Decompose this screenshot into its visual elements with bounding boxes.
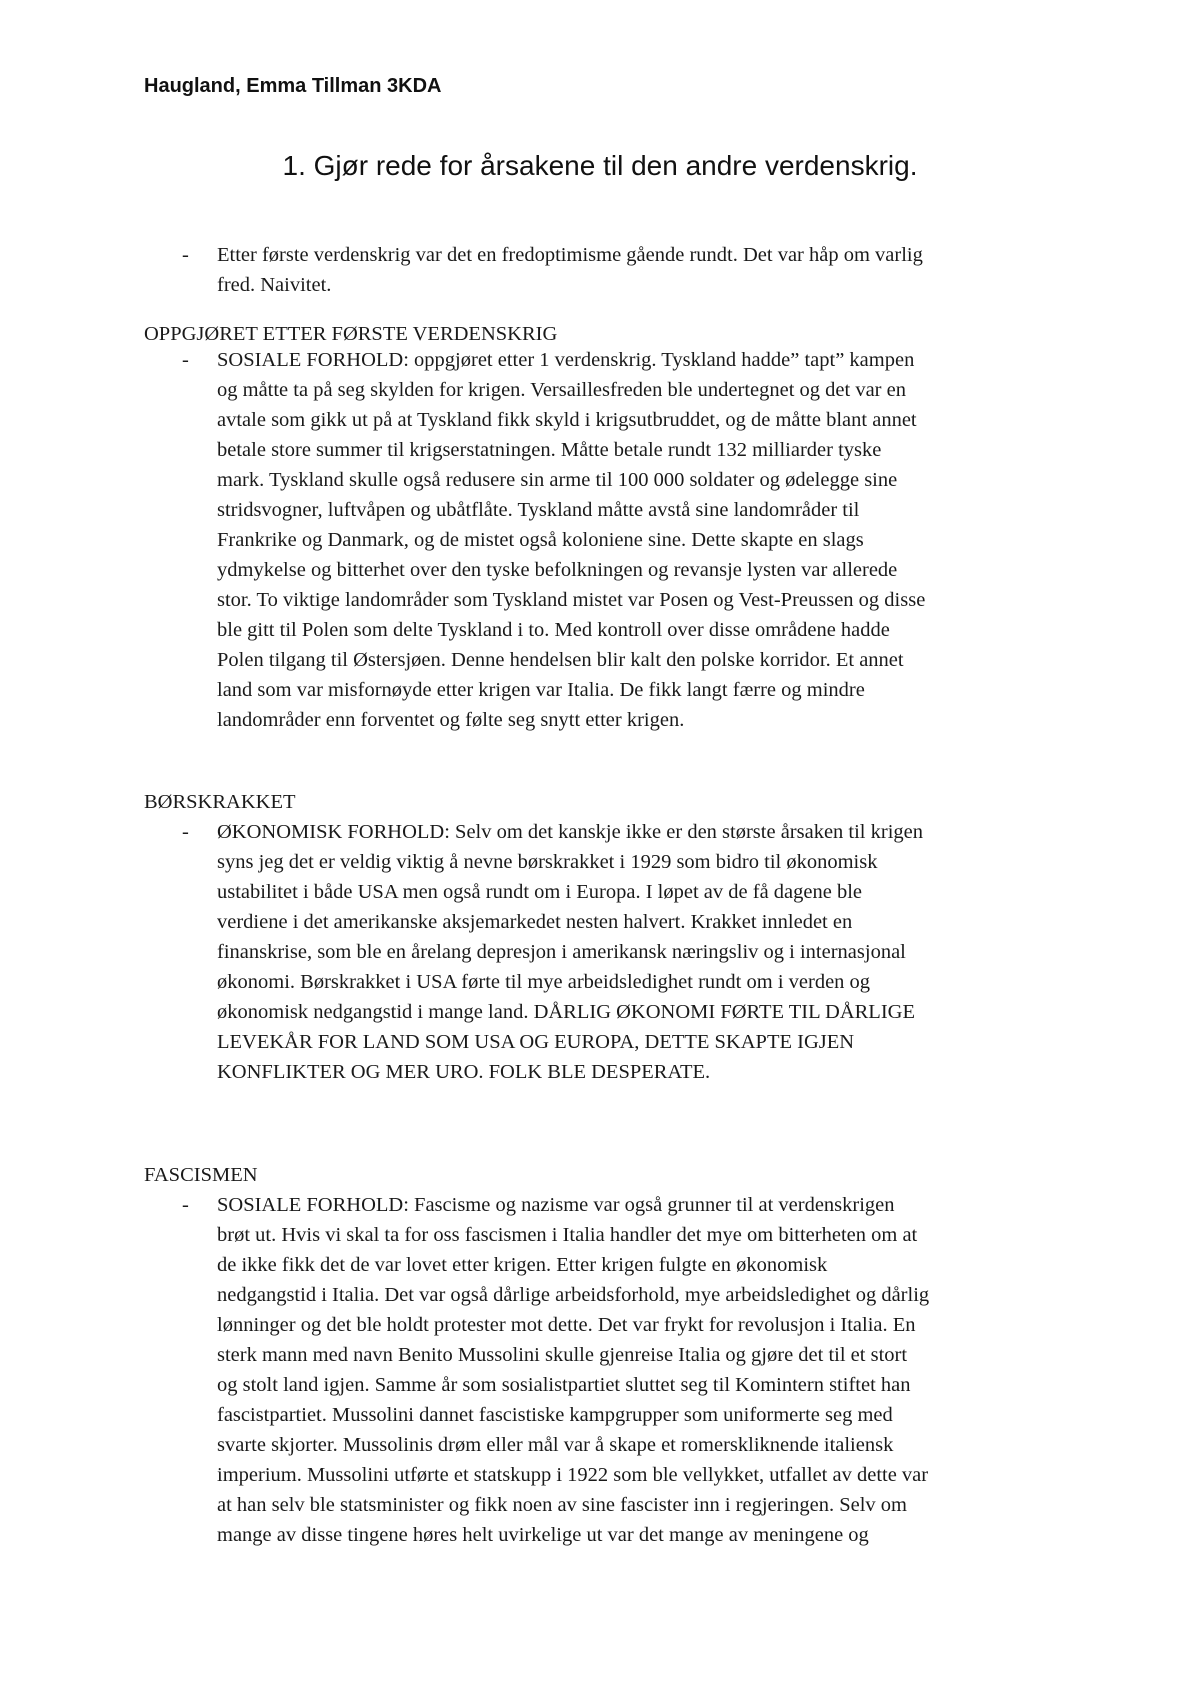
section-text-borskrakket: ØKONOMISK FORHOLD: Selv om det kanskje ikke er den største årsaken til krigen syns jeg det er veldig viktig å nevne børskrakket i 1929 som bidro til økonomisk ustabilitet i både USA men også rundt om i Europa. I løpet av de få dagene ble verdiene i det amerikanske aksjemarkedet nesten halvert. Krakket innledet en finanskrise, som ble en årelang depresjon i amerikansk næringsliv og i internasjonal økonomi. Børskrakket i USA førte til mye arbeidsledighet rundt om i verden og økonomisk nedgangstid i mange land. DÅRLIG ØKONOMI FØRTE TIL DÅRLIGE LEVEKÅR FOR LAND SOM USA OG EUROPA, DETTE SKAPTE IGJEN KONFLIKTER OG MER URO. FOLK BLE DESPERATE. — [217, 821, 923, 1083]
section-text-oppgjoret: SOSIALE FORHOLD: oppgjøret etter 1 verdenskrig. Tyskland hadde” tapt” kampen og måtte ta på seg skylden for krigen. Versaillesfreden ble undertegnet og det var en avtale som gikk ut på at Tyskland fikk skyld i krigsutbruddet, og de måtte blant annet betale store summer til krigserstatningen. Måtte betale rundt 132 milliarder tyske mark. Tyskland skulle også redusere sin arme til 100 000 soldater og ødelegge sine stridsvogner, luftvåpen og ubåtflåte. Tyskland måtte avstå sine landområder til Frankrike og Danmark, og de mistet også koloniene sine. Dette skapte en slags ydmykelse og bitterhet over den tyske befolkningen og revansje lysten var allerede stor. To viktige landområder som Tyskland mistet var Posen og Vest-Preussen og disse ble gitt til Polen som delte Tyskland i to. Med kontroll over disse områdene hadde Polen tilgang til Østersjøen. Denne hendelsen blir kalt den polske korridor. Et annet land som var misfornøyde etter krigen var Italia. De fikk langt færre og mindre landområder enn forventet og følte seg snytt etter krigen. — [217, 349, 926, 731]
section-heading-oppgjoret: OPPGJØRET ETTER FØRSTE VERDENSKRIG — [144, 323, 558, 345]
page-title: 1. Gjør rede for årsakene til den andre verdenskrig. — [282, 150, 918, 181]
intro-text: Etter første verdenskrig var det en fredoptimisme gående rundt. Det var håp om varlig fred. Naivitet. — [217, 244, 923, 296]
bullet-dash: - — [182, 1194, 189, 1216]
author-line: Haugland, Emma Tillman 3KDA — [144, 75, 442, 97]
section-heading-borskrakket: BØRSKRAKKET — [144, 791, 296, 813]
bullet-dash: - — [182, 821, 189, 843]
bullet-dash: - — [182, 244, 189, 266]
section-heading-fascismen: FASCISMEN — [144, 1164, 258, 1186]
section-text-fascismen: SOSIALE FORHOLD: Fascisme og nazisme var også grunner til at verdenskrigen brøt ut. Hvis vi skal ta for oss fascismen i Italia handler det mye om bitterheten om at de ikke fikk det de var lovet etter krigen. Etter krigen fulgte en økonomisk nedgangstid i Italia. Det var også dårlige arbeidsforhold, mye arbeidsledighet og dårlig lønninger og det ble holdt protester mot dette. Det var frykt for revolusjon i Italia. En sterk mann med navn Benito Mussolini skulle gjenreise Italia og gjøre det til et stort og stolt land igjen. Samme år som sosialistpartiet sluttet seg til Komintern stiftet han fascistpartiet. Mussolini dannet fascistiske kampgrupper som uniformerte seg med svarte skjorter. Mussolinis drøm eller mål var å skape et romerskliknende italiensk imperium. Mussolini utførte et statskupp i 1922 som ble vellykket, utfallet av dette var at han selv ble statsminister og fikk noen av sine fascister inn i regjeringen. Selv om mange av disse tingene høres helt uvirkelige ut var det mange av meningene og — [217, 1194, 930, 1546]
bullet-dash: - — [182, 349, 189, 371]
